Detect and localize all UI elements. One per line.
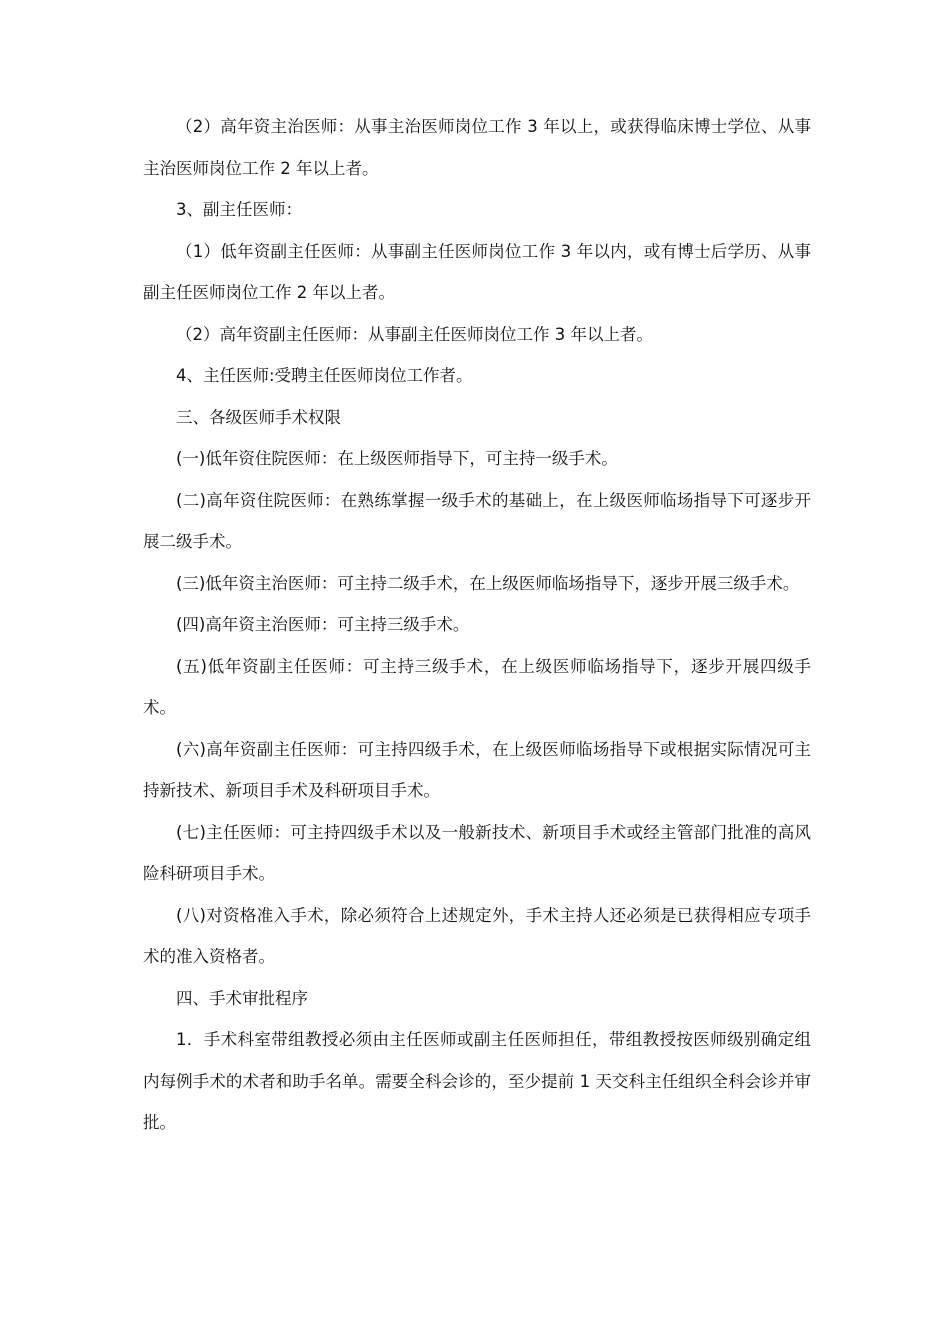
paragraph-chief-physician: 4、主任医师:受聘主任医师岗位工作者。 [176, 366, 473, 385]
paragraph-senior-associate-chief: （2）高年资副主任医师：从事副主任医师岗位工作 3 年以上者。 [176, 324, 653, 344]
paragraph-privilege-4: (四)高年资主治医师：可主持三级手术。 [176, 615, 470, 634]
paragraph-associate-chief-heading: 3、副主任医师： [176, 200, 302, 219]
paragraph-privilege-1: (一)低年资住院医师：在上级医师指导下，可主持一级手术。 [176, 449, 618, 468]
paragraph-privilege-2: (二)高年资住院医师：在熟练掌握一级手术的基础上，在上级医师临场指导下可逐步开展二级手术。 [143, 490, 811, 551]
section-heading-approval-procedure: 四、手术审批程序 [176, 988, 308, 1008]
paragraph-senior-attending: （2）高年资主治医师：从事主治医师岗位工作 3 年以上，或获得临床博士学位、从事主治医师岗位工作 2 年以上者。 [143, 117, 811, 178]
section-heading-surgery-privileges: 三、各级医师手术权限 [176, 407, 341, 427]
paragraph-approval-1: 1．手术科室带组教授必须由主任医师或副主任医师担任，带组教授按医师级别确定组内每例手术的术者和助手名单。需要全科会诊的，至少提前 1 天交科主任组织全科会诊并审批。 [143, 1030, 811, 1132]
paragraph-privilege-5: (五)低年资副主任医师：可主持三级手术，在上级医师临场指导下，逐步开展四级手术。 [143, 656, 811, 717]
paragraph-privilege-8: (八)对资格准入手术，除必须符合上述规定外，手术主持人还必须是已获得相应专项手术的准入资格者。 [143, 905, 811, 966]
paragraph-privilege-3: (三)低年资主治医师：可主持二级手术，在上级医师临场指导下，逐步开展三级手术。 [176, 573, 800, 593]
paragraph-junior-associate-chief: （1）低年资副主任医师：从事副主任医师岗位工作 3 年以内，或有博士后学历、从事副主任医师岗位工作 2 年以上者。 [143, 241, 811, 302]
paragraph-privilege-7: (七)主任医师：可主持四级手术以及一般新技术、新项目手术或经主管部门批准的高风险科研项目手术。 [143, 822, 811, 883]
document-body [143, 106, 811, 1144]
paragraph-privilege-6: (六)高年资副主任医师：可主持四级手术，在上级医师临场指导下或根据实际情况可主持新技术、新项目手术及科研项目手术。 [143, 739, 811, 800]
